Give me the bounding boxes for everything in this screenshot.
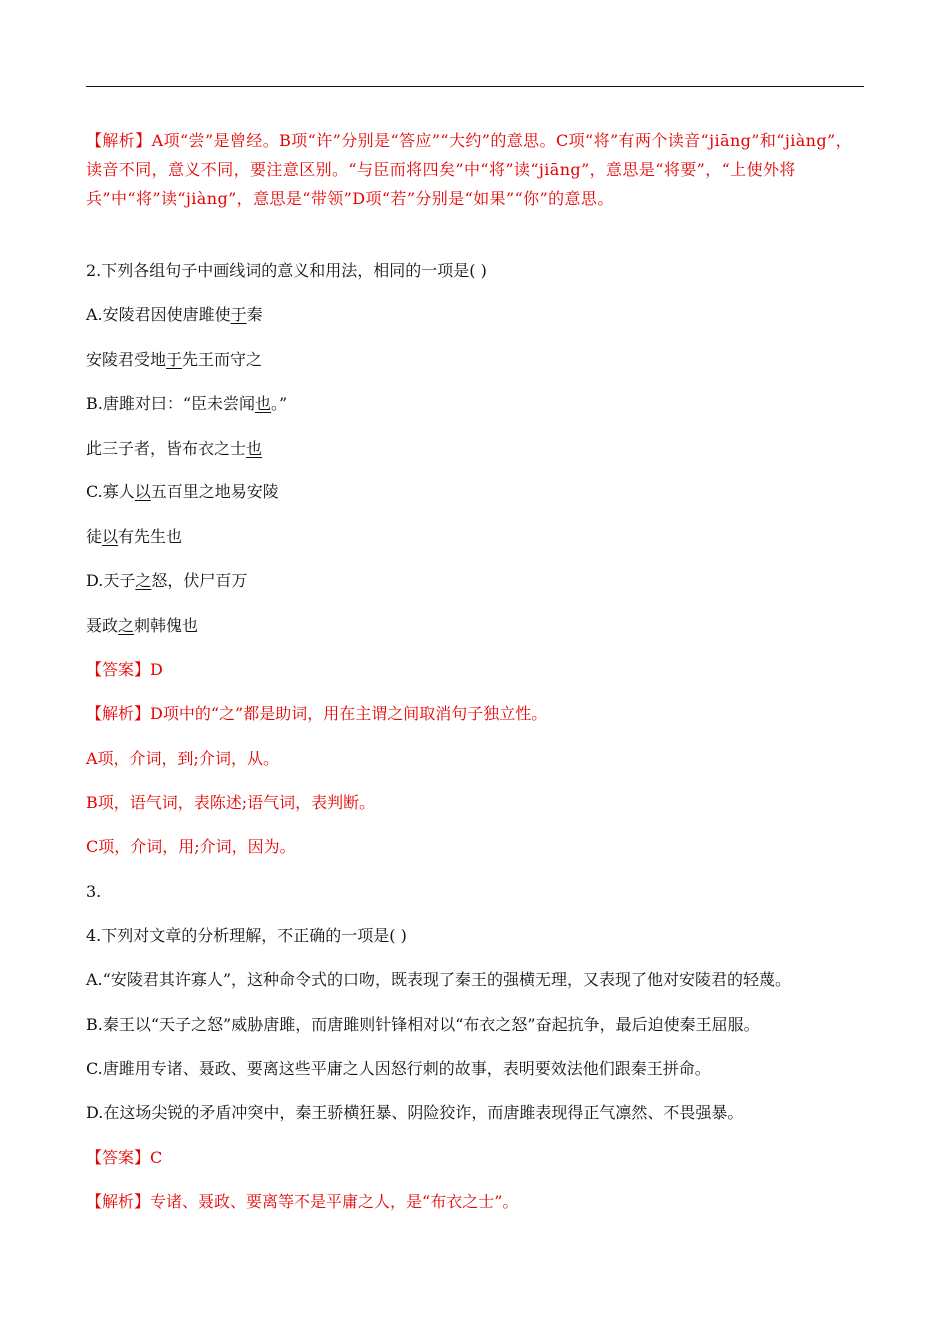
underlined-word: 于: [230, 305, 247, 324]
q2-option-b-sentence-1: B.唐雎对曰：“臣未尝闻也。”: [86, 394, 288, 413]
q2-option-a-sentence-2: 安陵君受地于先王而守之: [86, 350, 263, 369]
q4-option-b: B.秦王以“天子之怒”威胁唐雎，而唐雎则针锋相对以“布衣之怒”奋起抗争，最后迫使秦王屈服。: [86, 1015, 760, 1034]
q2-option-d-sentence-1: D.天子之怒，伏尸百万: [86, 571, 248, 590]
q2-option-d-sentence-2: 聂政之刺韩傀也: [86, 616, 199, 635]
q2-note-c: C项，介词，用;介词，因为。: [86, 837, 296, 856]
q4-analysis: [86, 1192, 864, 1212]
q4-option-c: C.唐雎用专诸、聂政、要离这些平庸之人因怒行刺的故事，表明要效法他们跟秦王拼命。: [86, 1059, 711, 1078]
q2-option-a-sentence-1: A.安陵君因使唐雎使于秦: [86, 305, 263, 324]
header-rule: [86, 86, 864, 87]
underlined-word: 以: [102, 527, 119, 546]
q2-answer: 【答案】D: [86, 660, 163, 679]
q4-analysis-tag: 【解析】: [86, 1192, 151, 1211]
underlined-word: 之: [135, 571, 152, 590]
q4-answer: 【答案】C: [86, 1148, 163, 1167]
q2-stem: 2.下列各组句子中画线词的意义和用法，相同的一项是( ): [86, 261, 487, 280]
underlined-word: 以: [134, 482, 151, 501]
q1-analysis-text: A项“尝”是曾经。B项“许”分别是“答应”“大约”的意思。C项“将”有两个读音“jiāng”和“jiàng”，读音不同，意义不同，要注意区别。“与臣而将四矣”中“将”读“jiāng”，意思是“将要”，“上使外将兵”中“将”读“jiàng”，意思是“带领”D项“若”分别是“如果”“你”的意思。: [86, 131, 853, 208]
q2-note-a: A项，介词，到;介词，从。: [86, 749, 279, 768]
q2-analysis-tag: 【解析】: [86, 704, 151, 723]
q1-analysis-tag: 【解析】: [86, 131, 152, 150]
underlined-word: 之: [118, 616, 135, 635]
underlined-word: 也: [255, 394, 272, 413]
underlined-word: 也: [246, 439, 263, 458]
q4-option-d: D.在这场尖锐的矛盾冲突中，秦王骄横狂暴、阴险狡诈，而唐雎表现得正气凛然、不畏强暴。: [86, 1103, 744, 1122]
q4-stem: 4.下列对文章的分析理解，不正确的一项是( ): [86, 926, 407, 945]
q2-analysis: [86, 704, 864, 724]
q4-option-a: A.“安陵君其许寡人”，这种命令式的口吻，既表现了秦王的强横无理，又表现了他对安陵君的轻蔑。: [86, 970, 792, 989]
q1-analysis: [86, 126, 864, 213]
q2-option-c-sentence-2: 徒以有先生也: [86, 527, 183, 546]
q2-option-b-sentence-2: 此三子者，皆布衣之士也: [86, 439, 263, 458]
q2-note-b: B项，语气词，表陈述;语气词，表判断。: [86, 793, 376, 812]
q2-option-c-sentence-1: C.寡人以五百里之地易安陵: [86, 482, 279, 501]
underlined-word: 于: [166, 350, 183, 369]
q3-number: 3.: [86, 882, 102, 901]
q4-analysis-text: 专诸、聂政、要离等不是平庸之人，是“布衣之士”。: [150, 1192, 519, 1211]
q2-analysis-text: D项中的“之”都是助词，用在主谓之间取消句子独立性。: [150, 704, 548, 723]
